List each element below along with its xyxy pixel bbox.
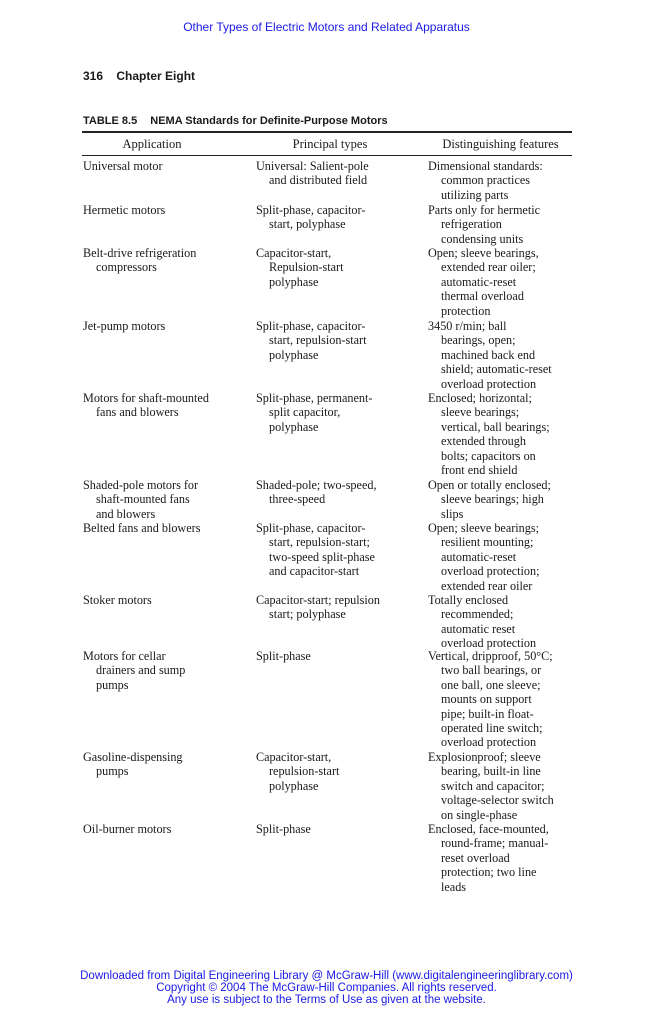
cell-line: Split-phase, capacitor-: [256, 319, 366, 333]
cell-line: Motors for cellar: [83, 649, 166, 663]
cell-application: [83, 649, 185, 692]
cell-line: sleeve bearings; high: [441, 492, 544, 507]
cell-principal-types: [256, 593, 380, 622]
footer-copyright[interactable]: Copyright © 2004 The McGraw-Hill Companies. All rights reserved.: [156, 982, 497, 994]
cell-line: Split-phase: [256, 822, 311, 836]
cell-line: start, polyphase: [269, 217, 346, 232]
cell-line: Open or totally enclosed;: [428, 478, 551, 492]
cell-application: [83, 750, 183, 779]
cell-line: Open; sleeve bearings,: [428, 246, 539, 260]
cell-distinguishing-features: [428, 521, 539, 593]
cell-line: pumps: [96, 764, 129, 779]
cell-line: Split-phase, capacitor-: [256, 521, 366, 535]
cell-line: extended rear oiler;: [441, 260, 536, 275]
cell-line: common practices: [441, 173, 531, 188]
cell-line: drainers and sump: [96, 663, 186, 678]
table-top-rule: [82, 131, 572, 133]
cell-line: thermal overload: [441, 289, 524, 304]
cell-line: condensing units: [441, 231, 524, 246]
cell-line: Capacitor-start,: [256, 246, 332, 260]
cell-line: refrigeration: [441, 217, 502, 232]
footer-download-link[interactable]: Downloaded from Digital Engineering Library @ McGraw-Hill (www.digitalengineeringlibrary.com): [80, 970, 573, 982]
cell-line: resilient mounting;: [441, 535, 534, 550]
cell-principal-types: [256, 203, 365, 232]
cell-line: three-speed: [269, 492, 326, 507]
cell-line: split capacitor,: [269, 405, 341, 420]
cell-line: Universal: Salient-pole: [256, 159, 369, 173]
cell-line: round-frame; manual-: [441, 836, 549, 851]
cell-line: Enclosed; horizontal;: [428, 391, 532, 405]
cell-line: start; polyphase: [269, 607, 346, 622]
cell-line: two-speed split-phase: [269, 549, 375, 564]
cell-line: bearing, built-in line: [441, 764, 541, 779]
cell-line: and blowers: [96, 506, 156, 521]
cell-line: polyphase: [269, 419, 319, 434]
cell-line: Open; sleeve bearings;: [428, 521, 540, 535]
table-title: NEMA Standards for Definite-Purpose Motors: [150, 115, 388, 127]
cell-application: [83, 391, 209, 420]
cell-line: protection: [441, 303, 491, 318]
table-caption: [83, 115, 388, 127]
cell-line: protection; two line: [441, 865, 537, 880]
cell-distinguishing-features: [428, 649, 553, 750]
cell-line: Totally enclosed: [428, 593, 509, 607]
column-header-principal-types: Principal types: [292, 137, 368, 151]
column-header-distinguishing-features: Distinguishing features: [442, 137, 559, 151]
cell-line: Explosionproof; sleeve: [428, 750, 541, 764]
cell-principal-types: [256, 750, 339, 793]
cell-line: Capacitor-start,: [256, 750, 332, 764]
cell-line: Parts only for hermetic: [428, 203, 541, 217]
cell-distinguishing-features: [428, 391, 550, 477]
cell-line: bolts; capacitors on: [441, 448, 536, 463]
cell-principal-types: [256, 822, 311, 836]
cell-line: recommended;: [441, 607, 514, 622]
table-header-rule: [82, 155, 572, 156]
cell-line: automatic-reset: [441, 549, 517, 564]
cell-line: overload protection: [441, 735, 537, 750]
cell-line: machined back end: [441, 347, 536, 362]
cell-line: on single-phase: [441, 807, 518, 822]
cell-distinguishing-features: [428, 750, 554, 822]
cell-line: Shaded-pole; two-speed,: [256, 478, 377, 492]
cell-line: mounts on support: [441, 692, 532, 707]
cell-line: Dimensional standards:: [428, 159, 543, 173]
cell-line: Jet-pump motors: [83, 319, 166, 333]
cell-line: operated line switch;: [441, 721, 543, 736]
cell-line: polyphase: [269, 778, 319, 793]
cell-line: pumps: [96, 677, 129, 692]
cell-line: Repulsion-start: [269, 260, 344, 275]
cell-distinguishing-features: [428, 478, 551, 521]
column-header-application: Application: [122, 137, 182, 151]
footer-terms[interactable]: Any use is subject to the Terms of Use as given at the website.: [167, 994, 486, 1006]
cell-line: voltage-selector switch: [441, 793, 554, 808]
cell-line: start, repulsion-start;: [269, 535, 370, 550]
cell-application: [83, 319, 165, 333]
cell-line: vertical, ball bearings;: [441, 419, 550, 434]
cell-line: Split-phase: [256, 649, 311, 663]
header-link[interactable]: Other Types of Electric Motors and Related Apparatus: [183, 20, 470, 34]
cell-principal-types: [256, 478, 377, 507]
page-number: 316: [83, 69, 104, 83]
cell-line: overload protection;: [441, 564, 540, 579]
cell-distinguishing-features: [428, 319, 552, 391]
cell-distinguishing-features: [428, 246, 539, 318]
cell-line: Universal motor: [83, 159, 163, 173]
cell-line: leads: [441, 879, 467, 894]
cell-line: Split-phase, permanent-: [256, 391, 373, 405]
cell-distinguishing-features: [428, 593, 536, 651]
cell-distinguishing-features: [428, 159, 543, 202]
cell-line: and distributed field: [269, 173, 368, 188]
cell-line: automatic-reset: [441, 274, 517, 289]
cell-principal-types: [256, 391, 372, 434]
cell-line: start, repulsion-start: [269, 333, 367, 348]
cell-line: bearings, open;: [441, 333, 516, 348]
cell-distinguishing-features: [428, 822, 549, 894]
cell-line: overload protection: [441, 376, 537, 391]
cell-line: extended rear oiler: [441, 578, 533, 593]
cell-line: shield; automatic-reset: [441, 362, 552, 377]
cell-line: Stoker motors: [83, 593, 152, 607]
cell-line: extended through: [441, 434, 526, 449]
cell-line: Motors for shaft-mounted: [83, 391, 209, 405]
cell-line: Belt-drive refrigeration: [83, 246, 197, 260]
cell-distinguishing-features: [428, 203, 540, 246]
cell-line: sleeve bearings;: [441, 405, 520, 420]
cell-line: Gasoline-dispensing: [83, 750, 183, 764]
cell-line: Belted fans and blowers: [83, 521, 201, 535]
cell-application: [83, 246, 196, 275]
cell-line: Shaded-pole motors for: [83, 478, 199, 492]
cell-application: [83, 159, 163, 173]
cell-line: Hermetic motors: [83, 203, 166, 217]
cell-application: [83, 521, 200, 535]
cell-line: one ball, one sleeve;: [441, 677, 541, 692]
cell-line: reset overload: [441, 850, 510, 865]
cell-principal-types: [256, 649, 311, 663]
cell-line: overload protection: [441, 636, 537, 651]
cell-line: 3450 r/min; ball: [428, 319, 507, 333]
cell-line: Oil-burner motors: [83, 822, 172, 836]
cell-principal-types: [256, 319, 366, 362]
cell-line: repulsion-start: [269, 764, 340, 779]
cell-application: [83, 593, 152, 607]
cell-line: fans and blowers: [96, 405, 179, 420]
cell-line: polyphase: [269, 274, 319, 289]
cell-application: [83, 822, 171, 836]
cell-line: switch and capacitor;: [441, 778, 545, 793]
cell-line: Vertical, dripproof, 50°C;: [428, 649, 553, 663]
cell-line: front end shield: [441, 463, 518, 478]
cell-line: automatic reset: [441, 621, 516, 636]
cell-application: [83, 203, 165, 217]
cell-line: compressors: [96, 260, 157, 275]
cell-application: [83, 478, 198, 521]
cell-line: Split-phase, capacitor-: [256, 203, 366, 217]
cell-principal-types: [256, 159, 369, 188]
cell-line: slips: [441, 506, 464, 521]
cell-line: Enclosed, face-mounted,: [428, 822, 549, 836]
table-number: TABLE 8.5: [83, 115, 138, 127]
cell-line: pipe; built-in float-: [441, 706, 534, 721]
cell-line: shaft-mounted fans: [96, 492, 190, 507]
running-head: [83, 69, 195, 83]
cell-line: and capacitor-start: [269, 564, 360, 579]
cell-line: two ball bearings, or: [441, 663, 542, 678]
cell-principal-types: [256, 246, 343, 289]
chapter-title: Chapter Eight: [116, 69, 196, 83]
cell-principal-types: [256, 521, 375, 579]
cell-line: polyphase: [269, 347, 319, 362]
cell-line: Capacitor-start; repulsion: [256, 593, 380, 607]
cell-line: utilizing parts: [441, 187, 509, 202]
